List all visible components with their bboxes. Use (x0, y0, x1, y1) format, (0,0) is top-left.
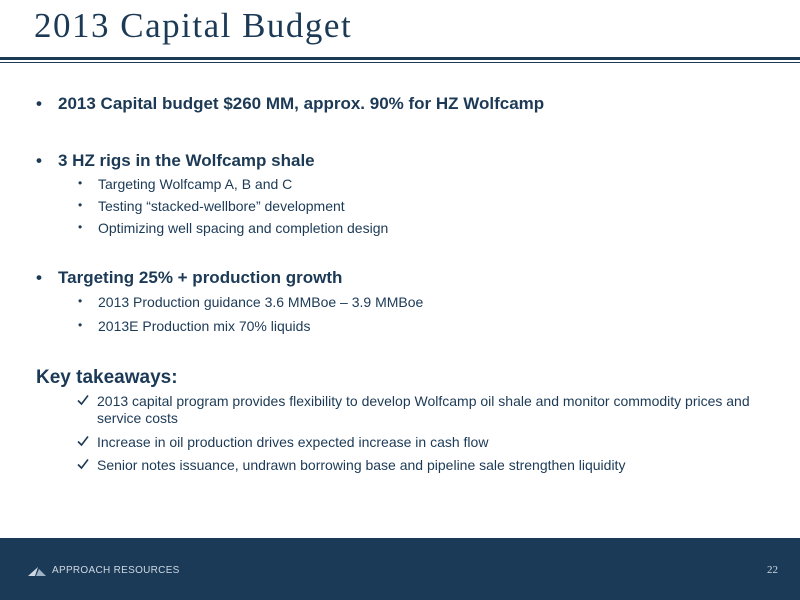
bullet-dot: • (36, 94, 42, 113)
takeaway-text: 2013 capital program provides flexibility to develop Wolfcamp oil shale and monitor commodity prices and service costs (97, 393, 750, 426)
bullet-dot: • (36, 151, 42, 170)
approach-logo-icon (28, 566, 46, 576)
sub-bullet-text: 2013E Production mix 70% liquids (98, 318, 311, 334)
bullet-dot: • (36, 268, 42, 287)
sub-bullet-text: Targeting Wolfcamp A, B and C (98, 176, 293, 192)
bullet-text: 2013 Capital budget $260 MM, approx. 90% for HZ Wolfcamp (58, 94, 545, 113)
sub-bullet-text: 2013 Production guidance 3.6 MMBoe – 3.9 MMBoe (98, 294, 424, 310)
takeaway-item (76, 393, 776, 427)
takeaway-text: Senior notes issuance, undrawn borrowing base and pipeline sale strengthen liquidity (97, 457, 626, 473)
sub-bullet-dot: • (78, 294, 83, 308)
takeaway-item (76, 457, 776, 474)
checkmark-icon (76, 434, 90, 448)
checkmark-icon (76, 457, 90, 471)
bullet-text: Targeting 25% + production growth (58, 268, 343, 287)
footer-brand: APPROACH RESOURCES (52, 565, 180, 576)
sub-bullet-text: Testing “stacked-wellbore” development (98, 198, 345, 214)
takeaway-item (76, 434, 776, 451)
page-number: 22 (767, 564, 778, 576)
takeaway-text: Increase in oil production drives expected increase in cash flow (97, 434, 489, 450)
sub-bullet-text: Optimizing well spacing and completion design (98, 220, 389, 236)
bullet-text: 3 HZ rigs in the Wolfcamp shale (58, 151, 315, 170)
sub-bullet-dot: • (78, 176, 83, 190)
sub-bullet-dot: • (78, 318, 83, 332)
slide-footer (0, 538, 800, 600)
sub-bullet-dot: • (78, 198, 83, 212)
checkmark-icon (76, 393, 90, 407)
title-divider-thin (0, 62, 800, 63)
title-divider (0, 57, 800, 60)
slide-title: 2013 Capital Budget (34, 6, 353, 45)
takeaways-heading: Key takeaways: (36, 367, 178, 388)
sub-bullet-dot: • (78, 220, 83, 234)
